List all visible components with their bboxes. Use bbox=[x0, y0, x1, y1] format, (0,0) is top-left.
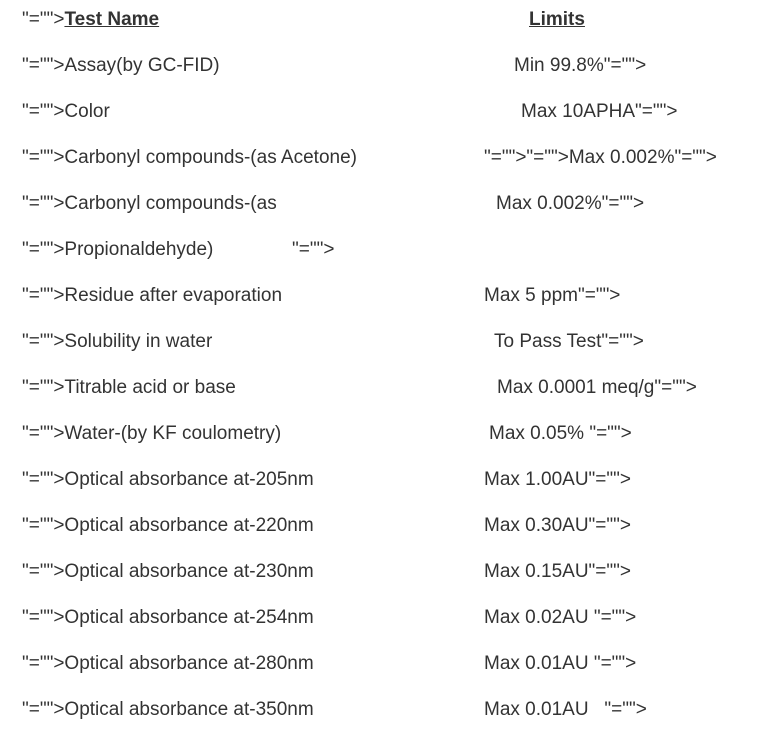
limit-cell: Max 1.00AU"=""> bbox=[484, 469, 631, 490]
test-name-cell: "="">Propionaldehyde) bbox=[22, 239, 214, 260]
limit-cell: Max 10APHA"=""> bbox=[521, 101, 678, 122]
test-name-cell: "="">Optical absorbance at-220nm bbox=[22, 515, 314, 536]
limit-cell: Max 0.01AU "=""> bbox=[484, 699, 647, 720]
test-name-cell: "="">Optical absorbance at-350nm bbox=[22, 699, 314, 720]
test-name-cell: "="">Assay(by GC-FID) bbox=[22, 55, 220, 76]
test-name-cell: "="">Solubility in water bbox=[22, 331, 213, 352]
test-name-cell: "="">Optical absorbance at-230nm bbox=[22, 561, 314, 582]
header-test-name bbox=[22, 9, 159, 31]
limit-cell: Max 0.0001 meq/g"=""> bbox=[497, 377, 697, 398]
test-name-cell: "="">Optical absorbance at-254nm bbox=[22, 607, 314, 628]
header-prefix: "=""> bbox=[22, 9, 65, 30]
limit-cell: To Pass Test"=""> bbox=[494, 331, 644, 352]
test-name-cell: "="">Carbonyl compounds-(as bbox=[22, 193, 277, 214]
limit-cell: Max 0.30AU"=""> bbox=[484, 515, 631, 536]
limit-cell: Max 0.002%"=""> bbox=[496, 193, 645, 214]
test-name-heading: Test Name bbox=[64, 9, 160, 30]
limits-heading: Limits bbox=[529, 9, 585, 30]
test-name-cell: "="">Optical absorbance at-205nm bbox=[22, 469, 314, 490]
limit-cell: Max 0.02AU "=""> bbox=[484, 607, 637, 628]
limit-cell: Max 0.15AU"=""> bbox=[484, 561, 631, 582]
limit-cell: "=""> bbox=[292, 239, 335, 260]
limit-cell: Max 0.01AU "=""> bbox=[484, 653, 637, 674]
test-name-cell: "="">Optical absorbance at-280nm bbox=[22, 653, 314, 674]
limit-cell: Min 99.8%"=""> bbox=[514, 55, 647, 76]
test-name-cell: "="">Carbonyl compounds-(as Acetone) bbox=[22, 147, 357, 168]
test-name-cell: "="">Residue after evaporation bbox=[22, 285, 283, 306]
limit-cell: Max 0.05% "=""> bbox=[489, 423, 632, 444]
test-name-cell: "="">Water-(by KF coulometry) bbox=[22, 423, 282, 444]
test-name-cell: "="">Color bbox=[22, 101, 110, 122]
test-name-cell: "="">Titrable acid or base bbox=[22, 377, 236, 398]
limit-cell: Max 5 ppm"=""> bbox=[484, 285, 621, 306]
limit-cell: "="">"="">Max 0.002%"=""> bbox=[484, 147, 717, 168]
